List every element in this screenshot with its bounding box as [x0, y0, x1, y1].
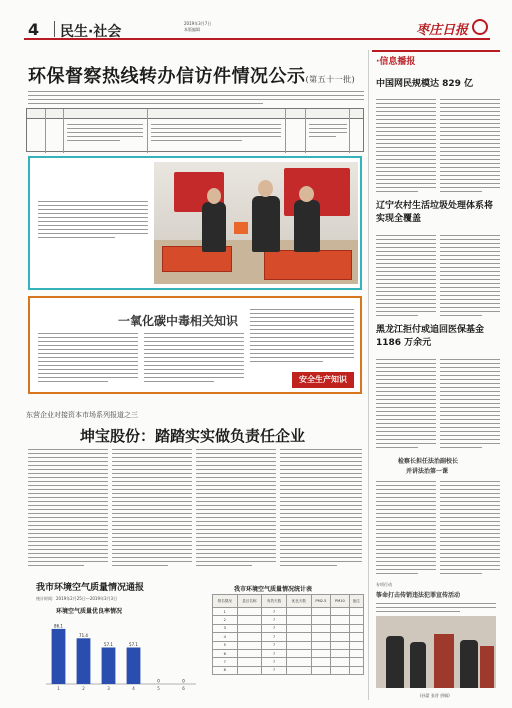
- air-table-cell: [311, 641, 331, 649]
- air-table-cell: [286, 641, 311, 649]
- chart-data-label: 71.4: [79, 632, 88, 638]
- date-line: 2019年3月7日: [184, 21, 212, 26]
- air-table-cell: 4: [213, 633, 238, 641]
- chart-category-label: 2: [82, 686, 85, 691]
- air-quality-subtitle: 统计时间：2019年2月25日—2019年3月3日: [36, 596, 118, 601]
- safety-knowledge-box: [28, 296, 362, 394]
- chart-bar: [77, 638, 91, 684]
- air-table-cell: [331, 633, 349, 641]
- air-table-cell: [331, 641, 349, 649]
- safety-knowledge-badge: 安全生产知识: [292, 372, 354, 388]
- air-table-cell: [286, 608, 311, 616]
- air-table-cell: 7: [262, 649, 287, 657]
- air-table-cell: [349, 649, 363, 657]
- date-block: [184, 21, 211, 33]
- chart-data-label: 0: [182, 678, 185, 684]
- right-headline-3: 黑龙江拒付或追回医保基金1186 万余元: [376, 325, 485, 348]
- page-number: 4: [28, 20, 40, 39]
- right-kicker-5: 专项行动: [376, 582, 392, 587]
- article-kicker: 东营企业对接资本市场系列报道之三: [26, 411, 138, 419]
- air-table-cell: [311, 666, 331, 674]
- chart-category-label: 5: [157, 686, 160, 691]
- air-table-header-cell: 有效天数: [262, 595, 287, 608]
- air-table-cell: [331, 624, 349, 632]
- air-table-cell: [331, 658, 349, 666]
- right-headline-1: 中国网民规模达 829 亿: [376, 79, 474, 89]
- air-table-cell: [349, 666, 363, 674]
- chart-data-label: 57.1: [129, 642, 138, 647]
- air-table-cell: [331, 616, 349, 624]
- air-table-row: [213, 633, 364, 641]
- info-broadcast-banner: [372, 50, 500, 66]
- air-table-cell: 8: [213, 666, 238, 674]
- air-table-row: [213, 616, 364, 624]
- air-table-cell: [286, 666, 311, 674]
- air-table-header-cell: PM10: [331, 595, 349, 608]
- air-table-cell: [311, 608, 331, 616]
- chart-category-label: 1: [57, 686, 60, 691]
- petition-table: [26, 108, 364, 152]
- air-table-cell: 7: [262, 624, 287, 632]
- logo-emblem-icon: [472, 19, 488, 35]
- chart-bar: [127, 648, 141, 685]
- air-table-header-cell: 县区名称: [237, 595, 262, 608]
- air-table-cell: 3: [213, 624, 238, 632]
- air-table-cell: 7: [262, 666, 287, 674]
- air-table-cell: [349, 633, 363, 641]
- air-table-cell: [349, 641, 363, 649]
- chart-data-label: 57.1: [104, 642, 113, 647]
- main-headline: [28, 62, 355, 88]
- air-table-cell: [311, 633, 331, 641]
- air-table-cell: 7: [262, 658, 287, 666]
- air-quality-title: 我市环境空气质量情况通报: [36, 583, 145, 593]
- air-table-row: [213, 666, 364, 674]
- air-table-header-cell: 备注: [349, 595, 363, 608]
- news-photo: [154, 162, 358, 284]
- air-table-cell: [311, 616, 331, 624]
- air-table-cell: 7: [213, 658, 238, 666]
- info-broadcast-label: ·信息播报: [376, 57, 416, 67]
- air-table-cell: [237, 666, 262, 674]
- article-column-1: [28, 446, 108, 570]
- petition-table-header: [27, 109, 363, 119]
- air-table-row: [213, 649, 364, 657]
- air-table-cell: [237, 633, 262, 641]
- air-table-row: [213, 608, 364, 616]
- air-table-cell: [237, 649, 262, 657]
- air-table-cell: [349, 624, 363, 632]
- air-table-cell: [237, 616, 262, 624]
- air-table-cell: [286, 649, 311, 657]
- air-quality-bar-chart: [32, 614, 202, 694]
- article-column-4: [280, 446, 362, 570]
- right-headline-4b: 并讲法治第一课: [406, 468, 449, 475]
- air-table-cell: [286, 633, 311, 641]
- air-table-cell: [237, 608, 262, 616]
- air-table-cell: [237, 658, 262, 666]
- chart-category-label: 6: [182, 686, 185, 691]
- air-table-row: [213, 641, 364, 649]
- air-table-cell: [311, 624, 331, 632]
- masthead-divider: [54, 21, 55, 37]
- chart-bar: [52, 629, 66, 684]
- air-table-cell: [311, 658, 331, 666]
- photo-caption: (孙蒙 张晋 供稿): [420, 693, 450, 698]
- right-headline-2: 辽宁农村生活垃圾处理体系将实现全覆盖: [376, 201, 494, 224]
- air-table-cell: [331, 666, 349, 674]
- chart-title: 环境空气质量优良率情况: [56, 608, 123, 615]
- air-table-cell: [331, 608, 349, 616]
- air-table-header-cell: 优良天数: [286, 595, 311, 608]
- air-table-cell: [237, 641, 262, 649]
- air-table-row: [213, 624, 364, 632]
- air-quality-table: [212, 594, 364, 675]
- air-table-cell: 1: [213, 608, 238, 616]
- main-headline-text: 环保督察热线转办信访件情况公示: [28, 66, 306, 87]
- article-column-2: [112, 446, 192, 570]
- air-table-cell: [286, 658, 311, 666]
- air-table-cell: 6: [213, 649, 238, 657]
- newspaper-logo: 枣庄日报: [415, 23, 468, 38]
- photo-caption-text: [38, 198, 148, 258]
- air-table-cell: 5: [213, 641, 238, 649]
- air-table-cell: [331, 649, 349, 657]
- intro-text: [28, 88, 364, 106]
- air-table-cell: [286, 624, 311, 632]
- knowledge-title: 一氧化碳中毒相关知识: [118, 314, 239, 328]
- chart-data-label: 86.1: [54, 623, 63, 629]
- masthead: [24, 18, 490, 40]
- chart-category-label: 4: [132, 686, 135, 691]
- air-table-cell: 7: [262, 608, 287, 616]
- photo-feature: [28, 156, 362, 290]
- chart-category-label: 3: [107, 686, 110, 691]
- air-table-cell: 7: [262, 641, 287, 649]
- air-table-cell: [237, 624, 262, 632]
- air-table-header-cell: PM2.5: [311, 595, 331, 608]
- air-table-cell: [311, 649, 331, 657]
- air-table-cell: [349, 658, 363, 666]
- right-headline-4a: 检察长担任法治副校长: [398, 458, 459, 465]
- air-table-cell: 7: [262, 633, 287, 641]
- air-table-cell: 7: [262, 616, 287, 624]
- editor-line: 本版编辑: [184, 27, 200, 32]
- air-table-cell: [286, 616, 311, 624]
- section-title: 民生·社会: [60, 24, 122, 40]
- air-table-cell: [349, 608, 363, 616]
- chart-bar: [102, 648, 116, 685]
- air-table-cell: 2: [213, 616, 238, 624]
- article-column-3: [196, 446, 276, 570]
- air-table-cell: [349, 616, 363, 624]
- main-headline-note: (第五十一批): [305, 75, 356, 84]
- right-news-photo: [376, 616, 496, 688]
- article-headline: 坤宝股份：踏踏实实做负责任企业: [80, 427, 306, 445]
- chart-data-label: 0: [157, 678, 160, 684]
- air-table-title: 我市环境空气质量情况统计表: [234, 586, 313, 593]
- right-headline-5: 筝命打击传销违法犯罪宣传活动: [376, 592, 461, 599]
- air-table-header-cell: 排名情况: [213, 595, 238, 608]
- air-table-row: [213, 658, 364, 666]
